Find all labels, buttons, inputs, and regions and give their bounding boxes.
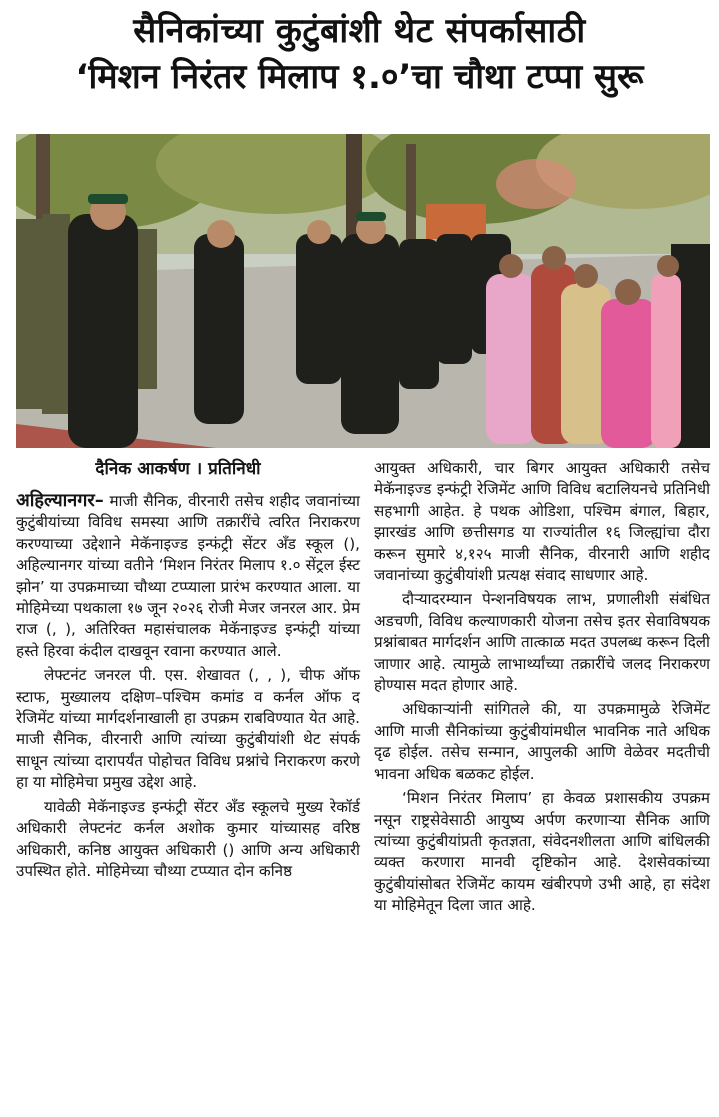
article-column-left	[16, 456, 360, 882]
headline-line-1: सैनिकांच्या कुटुंबांशी थेट संपर्कासाठी	[133, 11, 586, 51]
article-paragraph-3-continued: आयुक्त अधिकारी, चार बिगर आयुक्त अधिकारी तसेच मेकॅनाइज्ड इन्फंट्री रेजिमेंट आणि विविध बटालियनचे प्रतिनिधी सहभागी आहेत. हे पथक ओडिशा, पश्चिम बंगाल, बिहार, झारखंड आणि छत्तीसगड या राज्यांतील १६ जिल्ह्यांचा दौरा करून सुमारे ४,१२५ माजी सैनिक, वीरनारी आणि शहीद जवानांच्या कुटुंबीयांशी प्रत्यक्ष संवाद साधणार आहे.	[374, 459, 710, 585]
article-paragraph-3: यावेळी मेकॅनाइज्ड इन्फंट्री सेंटर अँड स्कूलचे मुख्य रेकॉर्ड अधिकारी लेफ्टनंट कर्नल अशोक कुमार यांच्यासह वरिष्ठ अधिकारी, कनिष्ठ आयुक्त अधिकारी () आणि अन्य अधिकारी उपस्थित होते. मोहिमेच्या चौथ्या टप्प्यात दोन कनिष्ठ	[16, 797, 360, 880]
headline	[0, 8, 719, 100]
article-paragraph-1	[16, 490, 360, 662]
article-paragraph-2: लेफ्टनंट जनरल पी. एस. शेखावत (, , ), चीफ ऑफ स्टाफ, मुख्यालय दक्षिण–पश्चिम कमांड व कर्नल ऑफ द रेजिमेंट यांच्या मार्गदर्शनाखाली हा उपक्रम राबविण्यात येत आहे. माजी सैनिक, वीरनारी आणि त्यांच्या कुटुंबीयांशी थेट संपर्क साधून त्यांच्या दारापर्यंत पोहोचत विविध प्रश्नांचे निराकरण करणे हा या मोहिमेचा प्रमुख उद्देश आहे.	[16, 666, 360, 792]
dateline: अहिल्यानगर–	[16, 490, 104, 511]
article-column-right	[374, 458, 710, 917]
article-paragraph-4: दौऱ्यादरम्यान पेन्शनविषयक लाभ, प्रणालीशी संबंधित अडचणी, विविध कल्याणकारी योजना तसेच इतर सेवाविषयक प्रश्नांबाबत मार्गदर्शन आणि तात्काळ मदत उपलब्ध करून दिली जाणार आहे. त्यामुळे लाभार्थ्यांच्या तक्रारींचे जलद निराकरण होण्यास मदत होणार आहे.	[374, 590, 710, 695]
byline: दैनिक आकर्षण । प्रतिनिधी	[95, 459, 261, 479]
paragraph-1-text: माजी सैनिक, वीरनारी तसेच शहीद जवानांच्या कुटुंबीयांच्या विविध समस्या आणि तक्रारींचे त्वरित निराकरण करण्याच्या उद्देशाने मेकॅनाइज्ड इन्फंट्री सेंटर अँड स्कूल (), अहिल्यानगर यांच्या वतीने ‘मिशन निरंतर मिलाप १.० सेंट्रल ईस्ट झोन’ या उपक्रमाच्या चौथ्या टप्प्याला प्रारंभ करण्यात आला. या मोहिमेच्या पथकाला १७ जून २०२६ रोजी मेजर जनरल आर. प्रेम राज (, ), अतिरिक्त महासंचालक मेकॅनाइज्ड इन्फंट्री यांच्या हस्ते हिरवा कंदील दाखवून रवाना करण्यात आले.	[16, 492, 360, 660]
article-paragraph-6: ‘मिशन निरंतर मिलाप’ हा केवळ प्रशासकीय उपक्रम नसून राष्ट्रसेवेसाठी आयुष्य अर्पण करणाऱ्या सैनिक आणि त्यांच्या कुटुंबीयांप्रती कृतज्ञता, संवेदनशीलता आणि बांधिलकी व्यक्त करणारा मानवी दृष्टिकोन आहे. देशसेवकांच्या कुटुंबीयांसोबत रेजिमेंट कायम खंबीरपणे उभी आहे, हा संदेश या मोहिमेतून दिला जात आहे.	[374, 789, 710, 915]
headline-line-2: ‘मिशन निरंतर मिलाप १.०’चा चौथा टप्पा सुरू	[75, 57, 644, 97]
photo-icon	[16, 134, 710, 448]
article-paragraph-5: अधिकाऱ्यांनी सांगितले की, या उपक्रमामुळे रेजिमेंट आणि माजी सैनिकांच्या कुटुंबीयांमधील भावनिक नाते अधिक दृढ होईल. तसेच सन्मान, आपुलकी आणि वेळेवर मदतीची भावना अधिक बळकट होईल.	[374, 700, 710, 783]
news-photo	[16, 134, 710, 448]
